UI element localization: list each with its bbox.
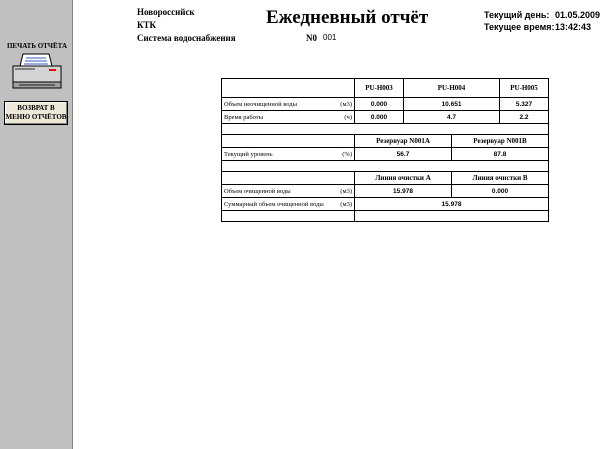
table-cell: 15.978 [355, 185, 452, 198]
table-row [222, 111, 549, 124]
table-cell: 10.651 [404, 98, 500, 111]
back-button-line2: МЕНЮ ОТЧЁТОВ [5, 113, 67, 121]
column-header: PU-H003 [355, 79, 404, 98]
table-cell [222, 172, 355, 185]
table-cell: 4.7 [404, 111, 500, 124]
column-header: PU-H004 [404, 79, 500, 98]
org-label: КТК [137, 20, 157, 30]
back-button-line1: ВОЗВРАТ В [17, 104, 55, 112]
table-cell: 87.8 [452, 148, 549, 161]
row-label-text: Объем очищенной воды [224, 187, 291, 195]
table-cell [222, 124, 549, 135]
page-title: Ежедневный отчёт [266, 7, 429, 28]
row-unit: (м3) [340, 100, 352, 108]
table-cell [355, 211, 549, 222]
current-time-value: 13:42:43 [555, 22, 592, 32]
report-number-label: N0 [306, 33, 317, 43]
table-row [222, 185, 549, 198]
row-unit: (ч) [344, 113, 352, 121]
table-cell [222, 161, 549, 172]
table-cell: 2.2 [500, 111, 549, 124]
table-cell: 0.000 [355, 98, 404, 111]
column-header: Резервуар N001A [355, 135, 452, 148]
table-row [222, 161, 549, 172]
row-label [222, 98, 355, 111]
table-row [222, 211, 549, 222]
row-unit: (м3) [340, 200, 352, 208]
column-header: Линия очистки B [452, 172, 549, 185]
sidebar [0, 0, 73, 449]
row-label-text: Текущий уровень [224, 150, 273, 158]
table-cell [222, 135, 355, 148]
system-label: Система водоснабжения [137, 33, 236, 43]
row-unit: (м3) [340, 187, 352, 195]
table-row [222, 98, 549, 111]
table-cell: 0.000 [452, 185, 549, 198]
report-table [221, 78, 549, 222]
column-header: Линия очистки A [355, 172, 452, 185]
current-time-label: Текущее время: [484, 22, 555, 32]
table-row [222, 124, 549, 135]
table-cell [222, 79, 355, 98]
row-label [222, 111, 355, 124]
table-cell: 15.978 [355, 198, 549, 211]
table-header-row [222, 172, 549, 185]
current-day-value: 01.05.2009 [555, 10, 601, 20]
column-header: Резервуар N001B [452, 135, 549, 148]
row-label [222, 148, 355, 161]
column-header: PU-H005 [500, 79, 549, 98]
row-label-text: Время работы [224, 113, 264, 121]
row-label [222, 185, 355, 198]
table-cell: 56.7 [355, 148, 452, 161]
current-day-label: Текущий день: [484, 10, 550, 20]
row-label [222, 198, 355, 211]
table-header-row [222, 135, 549, 148]
printer-icon[interactable] [11, 52, 63, 90]
row-unit: (%) [342, 150, 352, 158]
row-label-text: Суммарный объем очищенной воды [224, 200, 324, 208]
table-cell [222, 211, 355, 222]
table-header-row [222, 79, 549, 98]
table-cell: 5.327 [500, 98, 549, 111]
back-to-reports-button[interactable] [4, 101, 68, 125]
row-label-text: Объем неочищенной воды [224, 100, 297, 108]
table-row [222, 148, 549, 161]
city-label: Новороссийск [137, 7, 195, 17]
table-row [222, 198, 549, 211]
table-cell: 0.000 [355, 111, 404, 124]
print-report-label: ПЕЧАТЬ ОТЧЁТА [6, 42, 68, 50]
report-number-value: 001 [323, 33, 337, 42]
